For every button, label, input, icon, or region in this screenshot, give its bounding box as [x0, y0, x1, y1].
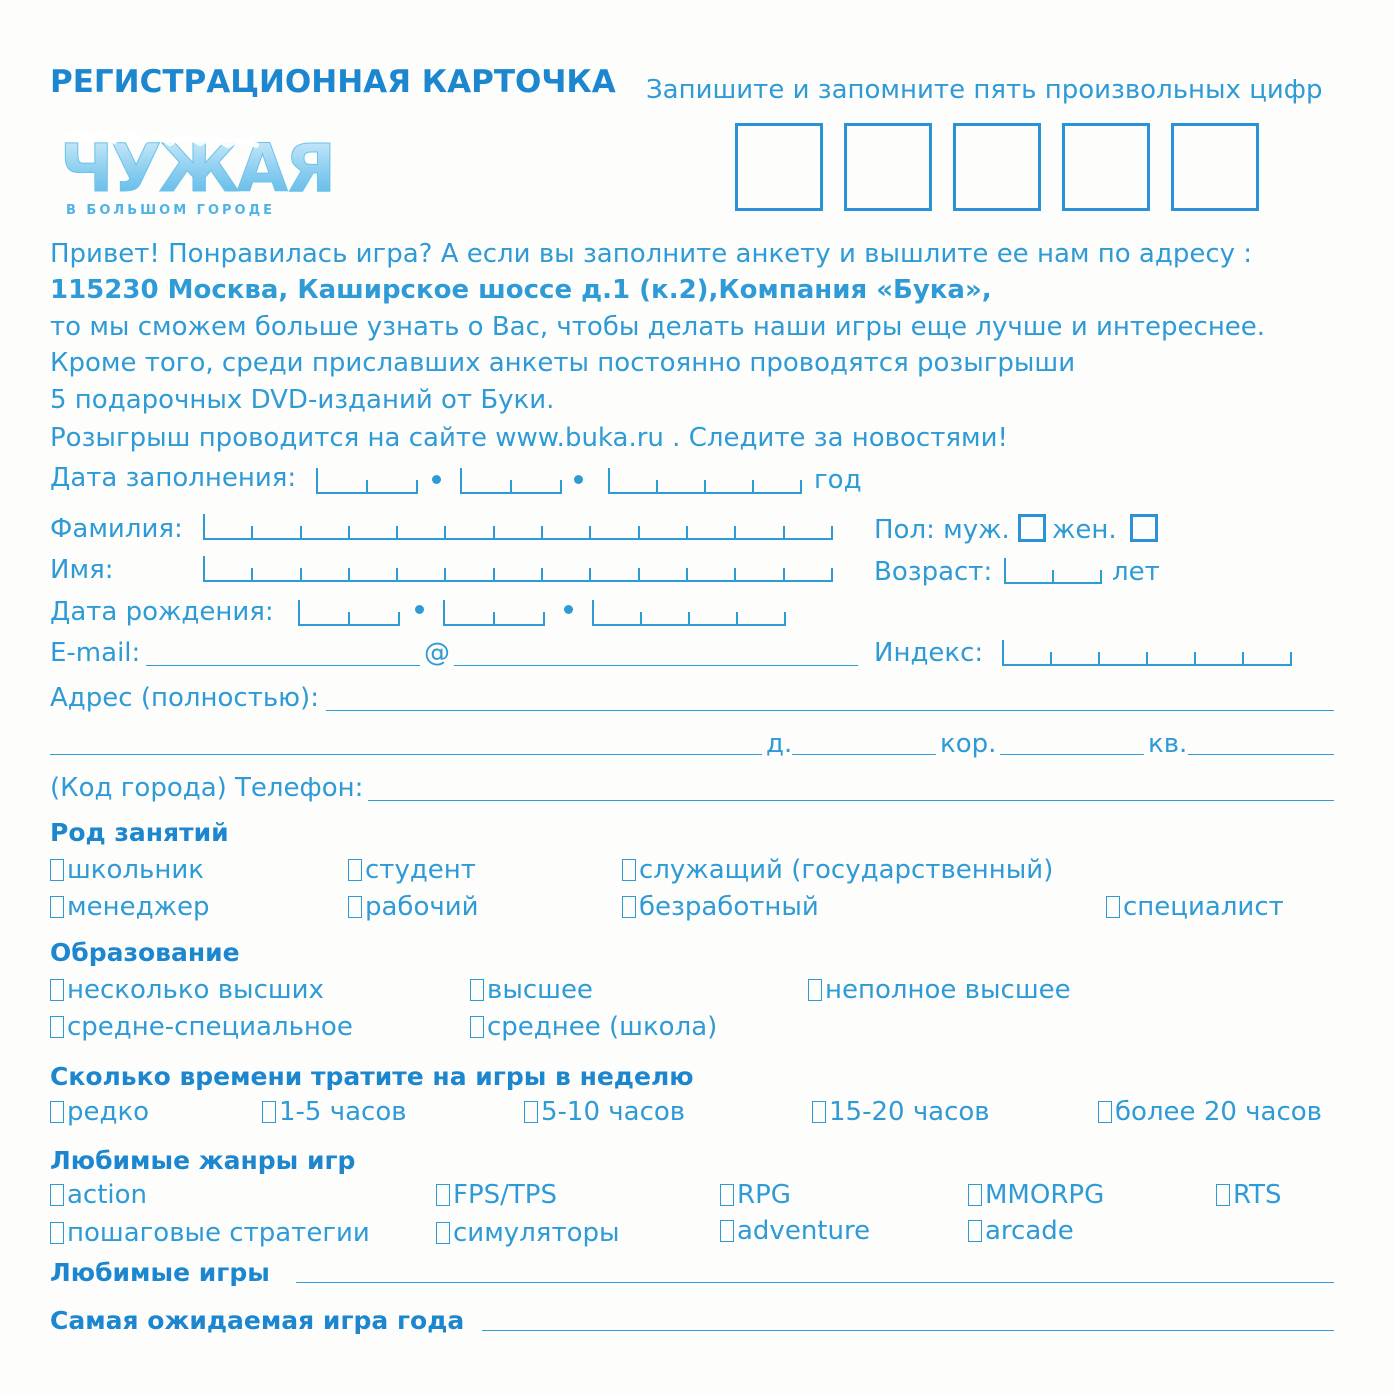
- age-field[interactable]: [1004, 558, 1102, 584]
- letter-cell[interactable]: [398, 568, 446, 582]
- checkbox[interactable]: [50, 1016, 64, 1038]
- checkbox[interactable]: [50, 859, 64, 881]
- checkbox[interactable]: [50, 896, 64, 918]
- occupation-option[interactable]: безработный: [622, 892, 819, 922]
- genre-option[interactable]: arcade: [968, 1216, 1074, 1246]
- education-option[interactable]: несколько высших: [50, 975, 324, 1005]
- checkbox[interactable]: [436, 1184, 450, 1206]
- education-option[interactable]: средне-специальное: [50, 1012, 353, 1042]
- name-label: Имя:: [50, 555, 114, 585]
- genre-option[interactable]: RTS: [1216, 1180, 1282, 1210]
- time-option[interactable]: 5-10 часов: [524, 1097, 685, 1127]
- surname-field[interactable]: [203, 514, 833, 540]
- years-label: лет: [1112, 557, 1160, 587]
- building-label: кор.: [940, 729, 997, 759]
- date-separator: [432, 475, 441, 484]
- checkbox[interactable]: [1106, 896, 1120, 918]
- letter-cell[interactable]: [350, 568, 398, 582]
- checkbox[interactable]: [348, 859, 362, 881]
- checkbox[interactable]: [50, 979, 64, 1001]
- letter-cell[interactable]: [495, 526, 543, 540]
- letter-cell[interactable]: [591, 526, 639, 540]
- checkbox[interactable]: [348, 896, 362, 918]
- letter-cell[interactable]: [736, 526, 784, 540]
- checkbox[interactable]: [50, 1184, 64, 1206]
- letter-cell[interactable]: [495, 568, 543, 582]
- favorite-games-label: Любимые игры: [50, 1258, 270, 1287]
- birth-day[interactable]: [298, 600, 400, 626]
- letter-cell[interactable]: [350, 526, 398, 540]
- birth-month[interactable]: [443, 600, 545, 626]
- date-separator: [415, 605, 424, 614]
- genre-option[interactable]: симуляторы: [436, 1218, 620, 1248]
- favorite-games-field[interactable]: [296, 1282, 1334, 1283]
- checkbox[interactable]: [470, 1016, 484, 1038]
- email-user-field[interactable]: [146, 665, 420, 666]
- letter-cell[interactable]: [205, 568, 253, 582]
- checkbox[interactable]: [812, 1101, 826, 1123]
- flat-field[interactable]: [1188, 754, 1334, 755]
- checkbox[interactable]: [1098, 1101, 1112, 1123]
- time-heading: Сколько времени тратите на игры в неделю: [50, 1062, 694, 1091]
- fill-date-month[interactable]: [460, 468, 562, 494]
- checkbox[interactable]: [470, 979, 484, 1001]
- letter-cell[interactable]: [785, 568, 833, 582]
- sex-label: Пол: муж.: [874, 515, 1010, 545]
- checkbox[interactable]: [50, 1101, 64, 1123]
- letter-cell[interactable]: [446, 568, 494, 582]
- index-label: Индекс:: [874, 638, 984, 668]
- digit-box-5[interactable]: [1171, 123, 1259, 211]
- digit-box-1[interactable]: [735, 123, 823, 211]
- checkbox[interactable]: [808, 979, 822, 1001]
- address-field[interactable]: [326, 710, 1334, 711]
- letter-cell[interactable]: [543, 526, 591, 540]
- logo-word: ЧУЖАЯ: [60, 130, 336, 207]
- building-field[interactable]: [1000, 754, 1144, 755]
- checkbox[interactable]: [524, 1101, 538, 1123]
- letter-cell[interactable]: [591, 568, 639, 582]
- house-field[interactable]: [792, 754, 936, 755]
- letter-cell[interactable]: [640, 526, 688, 540]
- fill-date-day[interactable]: [316, 468, 418, 494]
- checkbox[interactable]: [50, 1222, 64, 1244]
- age-label: Возраст:: [874, 557, 993, 587]
- intro-line-1: Привет! Понравилась игра? А если вы заполните анкету и вышлите ее нам по адресу :: [50, 239, 1253, 269]
- at-sign: @: [424, 638, 450, 668]
- genre-option[interactable]: FPS/TPS: [436, 1180, 557, 1210]
- female-label: жен.: [1052, 515, 1117, 545]
- intro-line-6: Розыгрыш проводится на сайте www.buka.ru . Следите за новостями!: [50, 423, 1008, 453]
- checkbox[interactable]: [720, 1220, 734, 1242]
- checkbox[interactable]: [622, 859, 636, 881]
- index-field[interactable]: [1002, 640, 1292, 666]
- letter-cell[interactable]: [543, 568, 591, 582]
- name-field[interactable]: [203, 556, 833, 582]
- logo-tagline: В БОЛЬШОМ ГОРОДЕ: [66, 203, 276, 218]
- date-separator: [574, 475, 583, 484]
- checkbox[interactable]: [1216, 1184, 1230, 1206]
- intro-line-3: то мы сможем больше узнать о Вас, чтобы делать наши игры еще лучше и интереснее.: [50, 312, 1266, 342]
- letter-cell[interactable]: [302, 526, 350, 540]
- digits-note: Запишите и запомните пять произвольных цифр: [646, 75, 1323, 105]
- birth-year[interactable]: [592, 600, 786, 626]
- letter-cell[interactable]: [253, 568, 301, 582]
- checkbox[interactable]: [968, 1184, 982, 1206]
- time-option[interactable]: редко: [50, 1097, 149, 1127]
- checkbox[interactable]: [720, 1184, 734, 1206]
- letter-cell[interactable]: [640, 568, 688, 582]
- checkbox[interactable]: [262, 1101, 276, 1123]
- letter-cell[interactable]: [688, 526, 736, 540]
- digit-box-4[interactable]: [1062, 123, 1150, 211]
- letter-cell[interactable]: [785, 526, 833, 540]
- time-option[interactable]: 1-5 часов: [262, 1097, 407, 1127]
- letter-cell[interactable]: [205, 526, 253, 540]
- letter-cell[interactable]: [253, 526, 301, 540]
- checkbox[interactable]: [622, 896, 636, 918]
- male-checkbox[interactable]: [1018, 514, 1046, 542]
- game-logo: [58, 125, 348, 225]
- female-checkbox[interactable]: [1130, 514, 1158, 542]
- genres-heading: Любимые жанры игр: [50, 1146, 356, 1175]
- occupation-option[interactable]: студент: [348, 855, 476, 885]
- occupation-option[interactable]: школьник: [50, 855, 204, 885]
- phone-label: (Код города) Телефон:: [50, 773, 364, 803]
- letter-cell[interactable]: [688, 568, 736, 582]
- flat-label: кв.: [1148, 729, 1188, 759]
- education-option[interactable]: среднее (школа): [470, 1012, 717, 1042]
- occupation-option[interactable]: менеджер: [50, 892, 210, 922]
- date-separator: [564, 605, 573, 614]
- genre-option[interactable]: RPG: [720, 1180, 791, 1210]
- checkbox[interactable]: [436, 1222, 450, 1244]
- time-option[interactable]: более 20 часов: [1098, 1097, 1322, 1127]
- surname-label: Фамилия:: [50, 514, 183, 544]
- address-label: Адрес (полностью):: [50, 683, 319, 713]
- education-heading: Образование: [50, 938, 240, 967]
- letter-cell[interactable]: [302, 568, 350, 582]
- email-label: E-mail:: [50, 638, 141, 668]
- phone-field[interactable]: [368, 800, 1334, 801]
- fill-date-year[interactable]: [608, 468, 802, 494]
- education-option[interactable]: неполное высшее: [808, 975, 1071, 1005]
- genre-option[interactable]: adventure: [720, 1216, 870, 1246]
- genre-option[interactable]: action: [50, 1180, 147, 1210]
- genre-option[interactable]: пошаговые стратегии: [50, 1218, 370, 1248]
- time-option[interactable]: 15-20 часов: [812, 1097, 990, 1127]
- house-label: д.: [766, 729, 793, 759]
- occupation-option[interactable]: рабочий: [348, 892, 479, 922]
- digit-box-2[interactable]: [844, 123, 932, 211]
- fill-date-label: Дата заполнения:: [50, 463, 297, 493]
- intro-line-4: Кроме того, среди приславших анкеты постоянно проводятся розыгрыши: [50, 348, 1076, 378]
- letter-cell[interactable]: [736, 568, 784, 582]
- mail-address: 115230 Москва, Каширское шоссе д.1 (к.2),Компания «Бука»,: [50, 275, 992, 305]
- occupation-heading: Род занятий: [50, 818, 229, 847]
- letter-cell[interactable]: [446, 526, 494, 540]
- genre-option[interactable]: MMORPG: [968, 1180, 1104, 1210]
- occupation-option[interactable]: служащий (государственный): [622, 855, 1053, 885]
- most-awaited-field[interactable]: [482, 1330, 1334, 1331]
- education-option[interactable]: высшее: [470, 975, 593, 1005]
- year-label: год: [814, 465, 862, 495]
- letter-cell[interactable]: [398, 526, 446, 540]
- occupation-option[interactable]: специалист: [1106, 892, 1284, 922]
- email-domain-field[interactable]: [454, 665, 858, 666]
- intro-line-5: 5 подарочных DVD-изданий от Буки.: [50, 385, 555, 415]
- digit-box-3[interactable]: [953, 123, 1041, 211]
- birth-date-label: Дата рождения:: [50, 597, 274, 627]
- most-awaited-label: Самая ожидаемая игра года: [50, 1306, 465, 1335]
- checkbox[interactable]: [968, 1220, 982, 1242]
- card-title: РЕГИСТРАЦИОННАЯ КАРТОЧКА: [50, 64, 616, 100]
- street-field[interactable]: [50, 754, 762, 755]
